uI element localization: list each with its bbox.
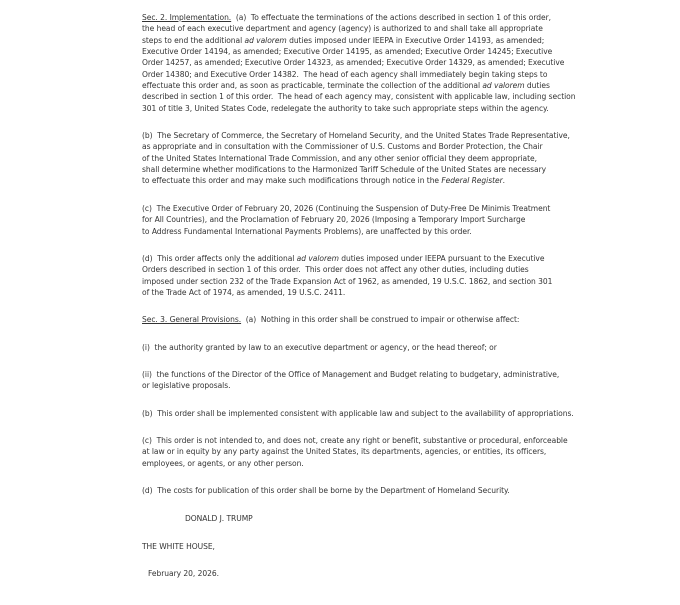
text-line: effectuate this order and, as soon as practicable, terminate the collection of the additional ad valorem duties [142, 81, 550, 91]
text-line: imposed under section 232 of the Trade Expansion Act of 1962, as amended, 19 U.S.C. 1862, and section 301 [142, 276, 553, 286]
text-line: the head of each executive department and agency (agency) is authorized to and shall take all appropriate [142, 24, 543, 34]
text-line: at law or in equity by any party against the United States, its departments, agencies, or entities, its officers, [142, 447, 547, 457]
section-heading: Sec. 3. General Provisions. [142, 315, 242, 324]
text-line: Executive Order 14194, as amended; Executive Order 14195, as amended; Executive Order 14245; Executive [142, 47, 553, 57]
text-line: Sec. 2. Implementation. (a) To effectuate the terminations of the actions described in section 1 of this order, [142, 13, 552, 22]
text-line: of the Trade Act of 1974, as amended, 19 U.S.C. 2411. [142, 288, 346, 298]
text-line: to effectuate this order and may make such modifications through notice in the Federal Register. [142, 176, 505, 186]
text-line: or legislative proposals. [142, 381, 231, 391]
text-line: described in section 1 of this order. The head of each agency may, consistent with applicable law, including section [142, 92, 576, 102]
sec2-paragraph-c [142, 203, 550, 237]
signature-name: DONALD J. TRUMP [185, 514, 253, 523]
section-heading: Sec. 2. Implementation. [142, 13, 232, 22]
signature-date: February 20, 2026. [148, 569, 219, 578]
italic-text: Federal Register [441, 176, 503, 186]
sec2-paragraph-a [142, 12, 575, 114]
text-line: 301 of title 3, United States Code, redelegate the authority to take such appropriate steps within the agency. [142, 103, 549, 113]
text-line: Order 14380; and Executive Order 14382. The head of each agency shall immediately begin taking steps to [142, 69, 548, 79]
italic-text: ad valorem [482, 81, 525, 91]
italic-text: ad valorem [296, 254, 339, 263]
sec3-paragraph-a [142, 314, 519, 325]
text-line: (ii) the functions of the Director of the Office of Management and Budget relating to budgetary, administrative, [142, 370, 560, 379]
sec3-paragraph-c [142, 435, 568, 469]
signature-place: THE WHITE HOUSE, [142, 542, 215, 551]
text-line: (b) This order shall be implemented consistent with applicable law and subject to the availability of appropriations. [142, 409, 574, 418]
text-line: (i) the authority granted by law to an executive department or agency, or the head thereof; or [142, 343, 497, 352]
sec2-paragraph-d [142, 253, 552, 298]
text-line: to Address Fundamental International Payments Problems), are unaffected by this order. [142, 226, 472, 236]
sec3-paragraph-d [142, 485, 510, 496]
text-line: steps to end the additional ad valorem duties imposed under IEEPA in Executive Order 14193, as amended; [142, 35, 545, 45]
italic-text: ad valorem [244, 35, 287, 45]
text-line: Orders described in section 1 of this order. This order does not affect any other duties, including duties [142, 265, 529, 275]
text-line: Order 14257, as amended; Executive Order 14323, as amended; Executive Order 14329, as amended; Executive [142, 58, 565, 68]
text-line: Sec. 3. General Provisions. (a) Nothing in this order shall be construed to impair or otherwise affect: [142, 315, 520, 324]
text-line: employees, or agents, or any other person. [142, 458, 304, 468]
sec3-item-ii [142, 369, 559, 392]
text-line: (c) This order is not intended to, and does not, create any right or benefit, substantive or procedural, enforceable [142, 436, 568, 445]
text-line: (b) The Secretary of Commerce, the Secretary of Homeland Security, and the United States Trade Representative, [142, 131, 570, 140]
text-line: (d) The costs for publication of this order shall be borne by the Department of Homeland Security. [142, 486, 510, 495]
text-line: shall determine whether modifications to the Harmonized Tariff Schedule of the United States are necessary [142, 165, 547, 175]
text-line: as appropriate and in consultation with the Commissioner of U.S. Customs and Border Protection, the Chair [142, 142, 543, 152]
text-line: (c) The Executive Order of February 20, 2026 (Continuing the Suspension of Duty-Free De Minimis Treatment [142, 204, 551, 213]
sec2-paragraph-b [142, 130, 570, 187]
sec3-item-i [142, 342, 497, 353]
text-line: for All Countries), and the Proclamation of February 20, 2026 (Imposing a Temporary Import Surcharge [142, 215, 526, 225]
text-line: (d) This order affects only the additional ad valorem duties imposed under IEEPA pursuant to the Executive [142, 254, 545, 263]
sec3-paragraph-b [142, 408, 574, 419]
text-line: of the United States International Trade Commission, and any other senior official they deem appropriate, [142, 153, 537, 163]
